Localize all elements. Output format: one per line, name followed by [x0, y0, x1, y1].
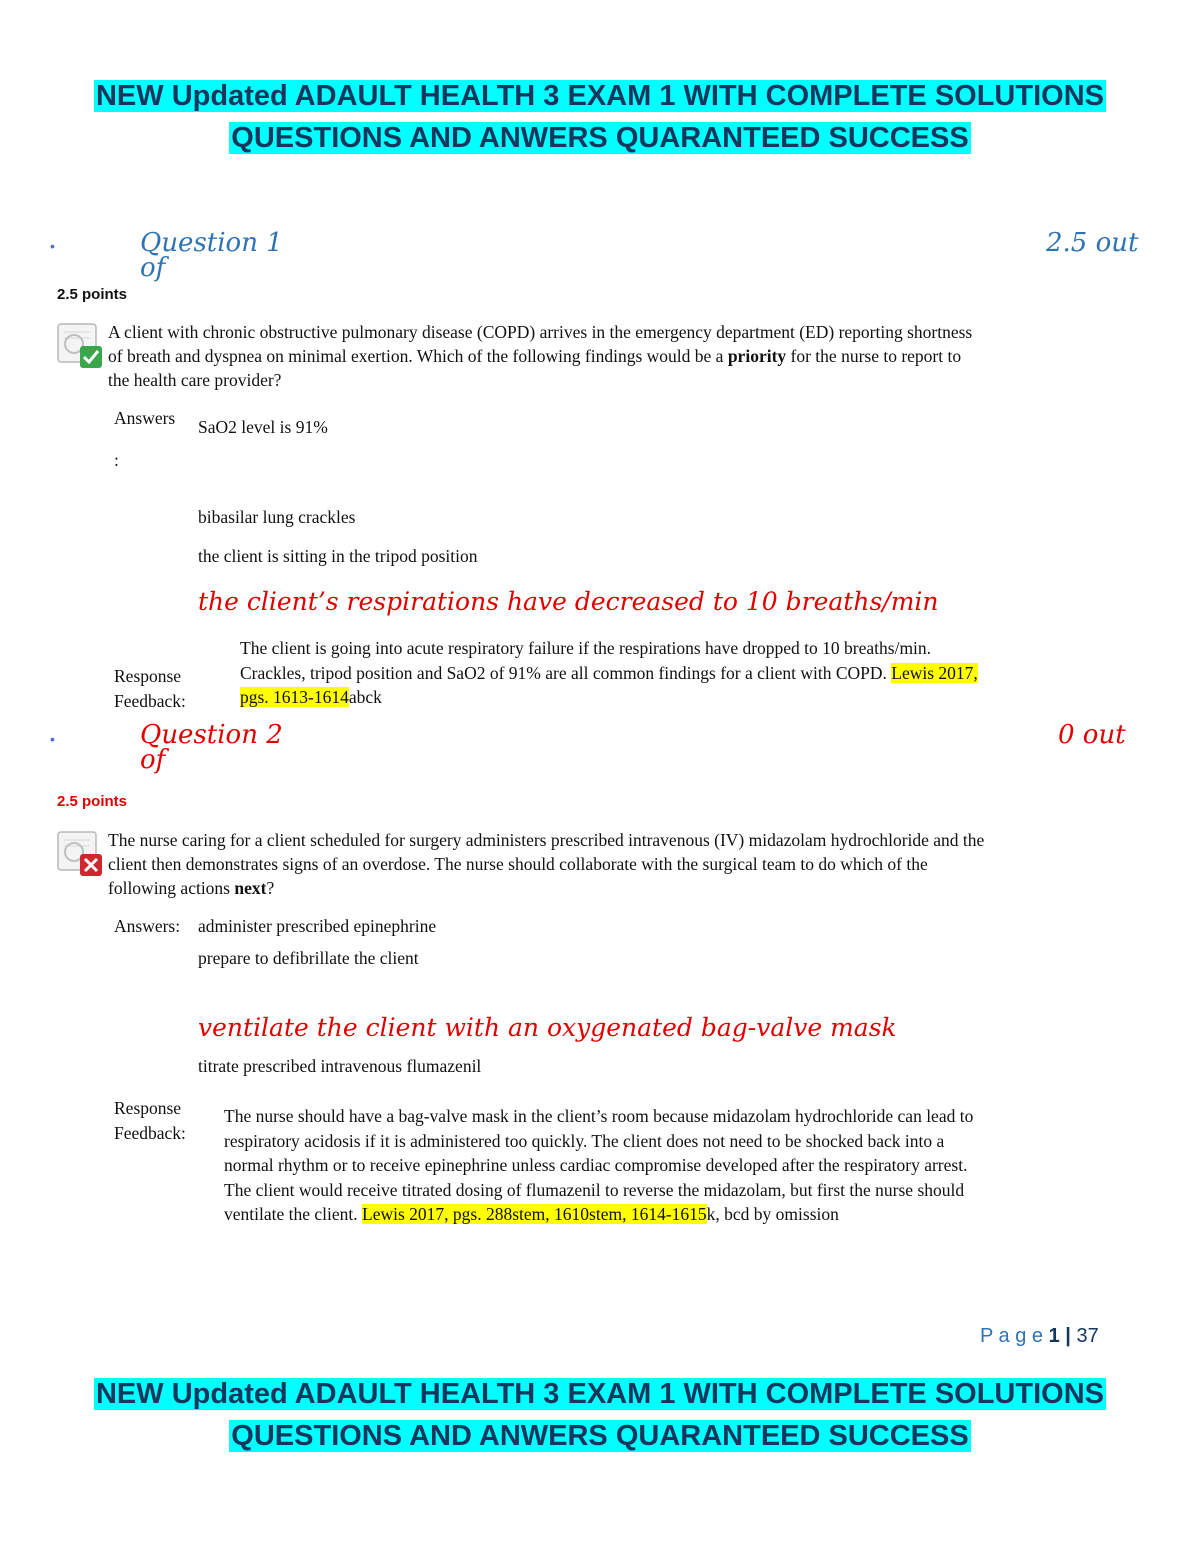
- q1-score: 2.5 out: [1046, 228, 1139, 258]
- q2-feedback-line2: respiratory acidosis if it is administered too quickly. The client does not need to be shocked back into a: [224, 1130, 945, 1151]
- q1-answers-label: Answers: [114, 408, 176, 428]
- q2-stem-bold: next: [234, 878, 267, 898]
- document-title: [0, 75, 1200, 159]
- q1-feedback-line2: Crackles, tripod position and SaO2 of 91% are all common findings for a client with COPD. Lewis 2017,: [240, 662, 978, 683]
- q2-answer-1: administer prescribed epinephrine: [198, 916, 437, 936]
- q1-stem: [108, 320, 1108, 392]
- q1-answer-2: bibasilar lung crackles: [198, 507, 356, 527]
- q1-label: Question 1: [140, 228, 283, 258]
- q1-stem-line2: of breath and dyspnea on minimal exertion. Which of the following findings would be a priority for the nurse to report to: [108, 346, 962, 366]
- q1-stem-line3: the health care provider?: [108, 370, 282, 390]
- q2-feedback-ref: Lewis 2017, pgs. 288stem, 1610stem, 1614-1615: [362, 1204, 707, 1224]
- page-num: 1: [1048, 1325, 1060, 1347]
- q2-feedback-line5: ventilate the client. Lewis 2017, pgs. 288stem, 1610stem, 1614-1615k, bcd by omission: [224, 1204, 839, 1224]
- q1-stem-bold: priority: [727, 346, 787, 366]
- q2-answer-4: titrate prescribed intravenous flumazenil: [198, 1056, 482, 1076]
- q2-feedback-line3: normal rhythm or to receive epinephrine unless cardiac compromise developed after the respiratory arrest.: [224, 1155, 968, 1175]
- q2-label: Question 2: [140, 720, 283, 750]
- next-title-line-2: QUESTIONS AND ANWERS QUARANTEED SUCCESS: [231, 1420, 969, 1452]
- q1-feedback: [240, 636, 1100, 710]
- incorrect-x-icon: [56, 830, 100, 874]
- q1-feedback-line1: The client is going into acute respiratory failure if the respirations have dropped to 10 breaths/min.: [240, 638, 932, 658]
- page-number: [980, 1325, 1099, 1348]
- title-line-1: NEW Updated ADAULT HEALTH 3 EXAM 1 WITH COMPLETE SOLUTIONS: [95, 80, 1104, 112]
- q2-answer-2: prepare to defibrillate the client: [198, 948, 419, 968]
- q2-feedback: [224, 1104, 1104, 1227]
- q1-feedback-ref1: Lewis 2017,: [891, 662, 978, 683]
- q1-feedback-ref2: pgs. 1613-1614: [240, 687, 349, 707]
- page-total: 37: [1076, 1325, 1099, 1347]
- q1-stem-line1: A client with chronic obstructive pulmonary disease (COPD) arrives in the emergency department (ED) reporting shortness: [108, 322, 973, 342]
- q1-correct-answer: the client’s respirations have decreased to 10 breaths/min: [198, 587, 939, 616]
- q1-answer-3: the client is sitting in the tripod position: [198, 546, 478, 566]
- q2-feedback-label: Response Feedback:: [114, 1098, 186, 1143]
- next-page-title: [0, 1373, 1200, 1457]
- q2-of: of: [140, 745, 166, 775]
- title-line-2: QUESTIONS AND ANWERS QUARANTEED SUCCESS: [231, 122, 969, 154]
- page-word: P a g e: [980, 1325, 1044, 1347]
- q2-feedback-line4: The client would receive titrated dosing of flumazenil to reverse the midazolam, but first the nurse should: [224, 1179, 965, 1200]
- q2-stem-line3: following actions next?: [108, 878, 275, 898]
- q2-correct-answer: ventilate the client with an oxygenated bag-valve mask: [198, 1013, 897, 1042]
- page-sep: |: [1065, 1325, 1071, 1347]
- q2-points: 2.5 points: [57, 793, 128, 810]
- q1-feedback-line3: pgs. 1613-1614abck: [240, 687, 382, 707]
- next-title-line-1: NEW Updated ADAULT HEALTH 3 EXAM 1 WITH COMPLETE SOLUTIONS: [95, 1378, 1104, 1410]
- q2-feedback-line1: The nurse should have a bag-valve mask in the client’s room because midazolam hydrochloride can lead to: [224, 1106, 974, 1126]
- q1-of: of: [140, 253, 166, 283]
- correct-check-icon: [56, 322, 100, 366]
- q2-stem-line2: client then demonstrates signs of an overdose. The nurse should collaborate with the surgical team to do which of the: [108, 854, 928, 874]
- q2-score: 0 out: [1058, 720, 1126, 750]
- q2-answers-label: Answers:: [114, 916, 181, 936]
- q2-bullet: •: [50, 731, 55, 747]
- q1-answers-colon: :: [114, 450, 119, 470]
- q2-stem-line1: The nurse caring for a client scheduled for surgery administers prescribed intravenous (IV) midazolam hydrochloride and the: [108, 830, 985, 850]
- q1-points: 2.5 points: [57, 286, 128, 303]
- q1-feedback-label: Response Feedback:: [114, 666, 186, 711]
- q2-stem: [108, 828, 1118, 900]
- q1-bullet: •: [50, 238, 55, 254]
- q1-answer-1: SaO2 level is 91%: [198, 417, 328, 437]
